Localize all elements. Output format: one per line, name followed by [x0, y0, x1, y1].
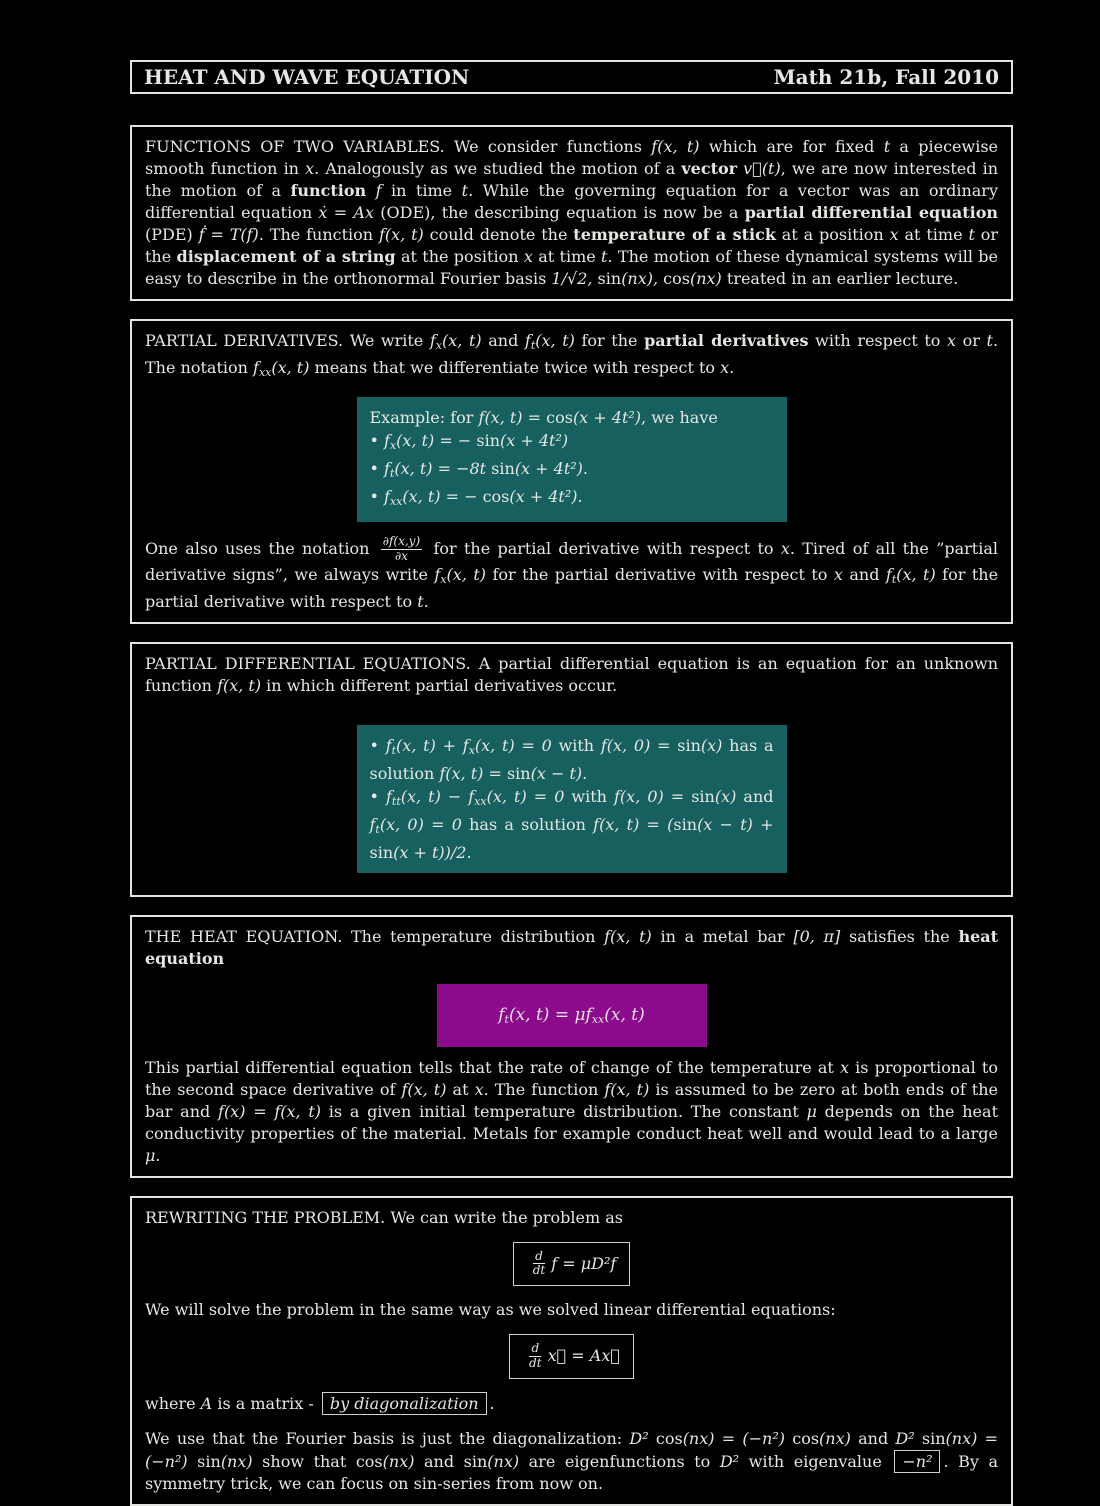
heat-equation-intro: THE HEAT EQUATION. The temperature distribution f(x, t) in a metal bar [0, π] satisfies the heat equation [145, 926, 999, 968]
page-title: HEAT AND WAVE EQUATION [144, 65, 470, 89]
section-functions-of-two-variables [130, 125, 1013, 301]
partial-derivatives-example-box [357, 397, 787, 522]
rewriting-solve-line: We will solve the problem in the same way as we solved linear differential equations: [145, 1300, 836, 1320]
rewriting-intro: REWRITING THE PROBLEM. We can write the problem as [145, 1207, 624, 1227]
example-line: • fx(x, t) = − sin(x + 4t²) [369, 431, 569, 452]
section-heat-equation [130, 915, 1013, 1178]
example-line: • ftt(x, t) − fxx(x, t) = 0 with f(x, 0) = sin(x) and ft(x, 0) = 0 has a solution f(x, t) = (sin(x − t) + sin(x + t))/2. [369, 786, 774, 862]
inline-fraction: $\frac{d}{dt}$ [532, 1248, 546, 1278]
heat-equation-formula: ft(x, t) = μfxx(x, t) [498, 1004, 645, 1026]
pde-example-box [357, 725, 787, 873]
example-line: Example: for f(x, t) = cos(x + 4t²), we have [369, 408, 718, 427]
course-label: Math 21b, Fall 2010 [773, 65, 999, 89]
example-line: • ft(x, t) + fx(x, t) = 0 with f(x, 0) = sin(x) has a solution f(x, t) = sin(x − t). [369, 735, 774, 783]
inline-fraction: $\frac{d}{dt}$ [529, 1341, 542, 1370]
section-partial-differential-equations [130, 642, 1013, 897]
rewriting-matrix-line: where A is a matrix - by diagonalization . [145, 1393, 495, 1413]
document-header [130, 60, 1013, 94]
boxed-equation-ddt-x: $\frac{d}{dt}$ x⃗ = Ax⃗ [509, 1334, 634, 1379]
equation-wrapper [145, 1242, 998, 1287]
equation-wrapper [145, 1334, 998, 1379]
pde-intro: PARTIAL DIFFERENTIAL EQUATIONS. A partial differential equation is an equation for an unknown function f(x, t) in which different partial derivatives occur. [145, 653, 998, 695]
functions-paragraph: FUNCTIONS OF TWO VARIABLES. We consider functions f(x, t) which are for fixed t a piecewise smooth function in x. Analogously as we studied the motion of a vector v⃗(t), we are now interested in the motion of a function f in time t. While the governing equation for a vector was an ordinary differential equation ẋ = Ax (ODE), the describing equation is now be a partial differential equation (PDE) ḟ = T(f). The function f(x, t) could denote the temperature of a stick at a position x at time t or the displacement of a string at the position x at time t. The motion of these dynamical systems will be easy to describe in the orthonormal Fourier basis 1/√2, sin(nx), cos(nx) treated in an earlier lecture. [145, 137, 999, 288]
boxed-equation-ddt-f: $\frac{d}{dt}$ f = μD²f [513, 1242, 631, 1287]
section-rewriting-the-problem [130, 1196, 1013, 1506]
heat-equation-highlight [437, 984, 707, 1047]
rewriting-fourier-paragraph: We use that the Fourier basis is just the diagonalization: D² cos(nx) = (−n²) cos(nx) and D² sin(nx) = (−n²) sin(nx) show that cos(nx) and sin(nx) are eigenfunctions to D² with eigenvalue −n² . By a symmetry trick, we can focus on sin-series from now on. [145, 1428, 999, 1493]
partial-derivatives-intro: PARTIAL DERIVATIVES. We write fx(x, t) and ft(x, t) for the partial derivatives with respect to x or t. The notation fxx(x, t) means that we differentiate twice with respect to x. [145, 331, 999, 379]
document-page [130, 60, 1013, 1506]
inline-fraction: $\frac{\partial f(x,y)}{\partial x}$ [382, 534, 421, 563]
example-line: • ft(x, t) = −8t sin(x + 4t²). [369, 459, 589, 480]
partial-derivatives-notation: One also uses the notation $\frac{\partial f(x,y)}{\partial x}$ for the partial derivative with respect to x. Tired of all the ”partial derivative signs”, we always write fx(x, t) for the partial derivative with respect to x and ft(x, t) for the partial derivative with respect to t. [145, 534, 999, 611]
heat-equation-body: This partial differential equation tells that the rate of change of the temperature at x is proportional to the second space derivative of f(x, t) at x. The function f(x, t) is assumed to be zero at both ends of the bar and f(x) = f(x, t) is a given initial temperature distribution. The constant μ depends on the heat conductivity properties of the material. Metals for example conduct heat well and would lead to a large μ. [145, 1057, 999, 1165]
example-line: • fxx(x, t) = − cos(x + 4t²). [369, 487, 583, 508]
section-partial-derivatives [130, 319, 1013, 624]
